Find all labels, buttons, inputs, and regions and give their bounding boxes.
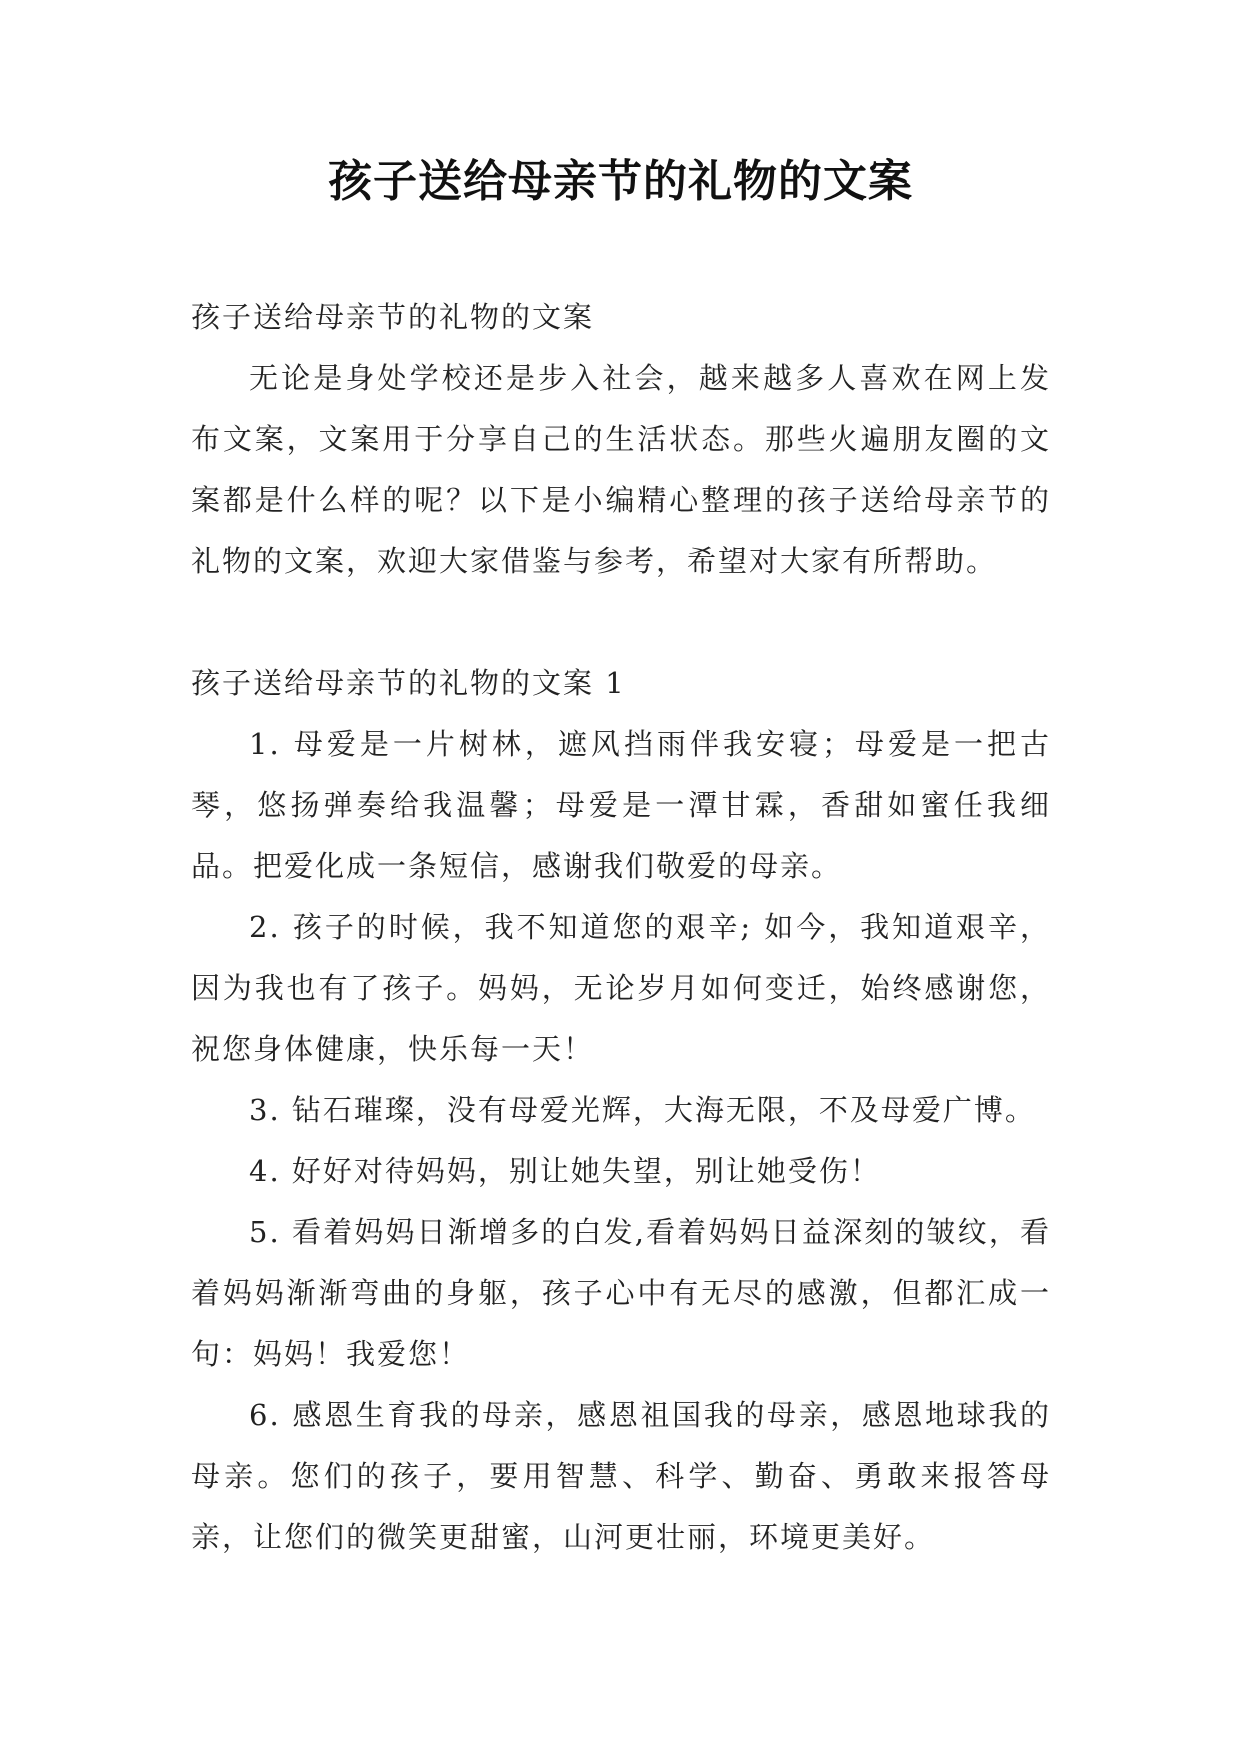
- list-item: 5. 看着妈妈日渐增多的白发,看着妈妈日益深刻的皱纹，看着妈妈渐渐弯曲的身躯，孩子心中有无尽的感激，但都汇成一句：妈妈！我爱您！: [191, 1215, 1051, 1371]
- document-title: 孩子送给母亲节的礼物的文案: [328, 156, 913, 207]
- section-heading: 孩子送给母亲节的礼物的文案 1: [191, 666, 626, 700]
- list-item: 6. 感恩生育我的母亲，感恩祖国我的母亲，感恩地球我的母亲。您们的孩子，要用智慧、科学、勤奋、勇敢来报答母亲，让您们的微笑更甜蜜，山河更壮丽，环境更美好。: [191, 1398, 1051, 1554]
- document-body: [191, 287, 1051, 1568]
- list-item: 1. 母爱是一片树林，遮风挡雨伴我安寝；母爱是一把古琴，悠扬弹奏给我温馨；母爱是一潭甘霖，香甜如蜜任我细品。把爱化成一条短信，感谢我们敬爱的母亲。: [191, 727, 1051, 883]
- intro-paragraph: 无论是身处学校还是步入社会，越来越多人喜欢在网上发布文案，文案用于分享自己的生活状态。那些火遍朋友圈的文案都是什么样的呢？以下是小编精心整理的孩子送给母亲节的礼物的文案，欢迎大家借鉴与参考，希望对大家有所帮助。: [191, 361, 1051, 578]
- document-subtitle: 孩子送给母亲节的礼物的文案: [191, 300, 595, 334]
- list-item: 3. 钻石璀璨，没有母爱光辉，大海无限，不及母爱广博。: [249, 1093, 1036, 1127]
- list-item: 4. 好好对待妈妈，别让她失望，别让她受伤！: [249, 1154, 881, 1188]
- list-item: 2. 孩子的时候，我不知道您的艰辛; 如今，我知道艰辛，因为我也有了孩子。妈妈，无论岁月如何变迁，始终感谢您，祝您身体健康，快乐每一天！: [191, 910, 1051, 1066]
- paragraph-spacer: [191, 592, 1051, 653]
